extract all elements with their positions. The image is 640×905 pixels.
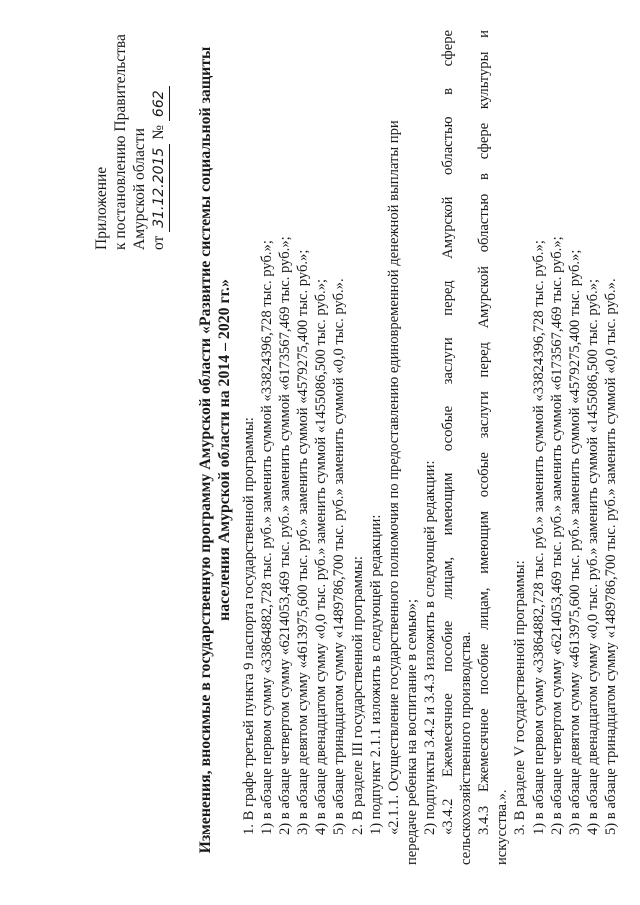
item-2-2: 2) подпункты 3.4.2 и 3.4.3 изложить в следующей редакции: — [421, 460, 438, 835]
item-1-4: 4) в абзаце двенадцатом сумму «0,0 тыс. руб.» заменить суммой «1455086,500 тыс. руб.»; — [313, 278, 330, 835]
item-1-3: 3) в абзаце девятом сумму «4613975,600 тыс. руб.» заменить суммой «4579275,400 тыс. руб.»; — [295, 249, 312, 835]
item-1-5: 5) в абзаце тринадцатом сумму «1489786,700 тыс. руб.» заменить суммой «0,0 тыс. руб.». — [331, 278, 348, 835]
handwritten-date: 31.12.2015 — [150, 144, 170, 232]
paragraph-2: 2. В разделе III государственной программы: — [349, 556, 366, 835]
item-3-2: 2) в абзаце четвертом сумму «6214053,469 тыс. руб.» заменить суммой «6173567,469 тыс. руб.»; — [548, 236, 565, 835]
appendix-region-line: Амурской области — [131, 128, 148, 250]
item-2-1-text: «2.1.1. Осуществление государственного полномочия по предоставлению единовременной денежной выплаты при — [385, 120, 402, 835]
paragraph-3: 3. В разделе V государственной программы: — [512, 560, 529, 835]
item-3-5: 5) в абзаце тринадцатом сумму «1489786,700 тыс. руб.» заменить суммой «0,0 тыс. руб.». — [602, 278, 619, 835]
item-3-4-2: «3.4.2 Ежемесячное пособие лицам, имеющим особые заслуги перед Амурской областью в сфере — [440, 30, 457, 835]
item-3-4-3-cont: искусства.». — [494, 789, 511, 865]
item-2-1-text-cont: передаче ребенка на воспитание в семью»; — [403, 598, 420, 865]
item-3-4-2-cont: сельскохозяйственного производства. — [458, 631, 475, 865]
item-1-1: 1) в абзаце первом сумму «33864882,728 тыс. руб.» заменить суммой «33824396,728 тыс. руб.»; — [259, 240, 276, 835]
appendix-resolution-line: к постановлению Правительства — [112, 34, 129, 250]
document-title — [196, 35, 234, 865]
appendix-block — [92, 10, 170, 250]
appendix-label: Приложение — [93, 166, 110, 250]
appendix-date-line — [149, 10, 170, 250]
date-prefix: от — [150, 235, 167, 250]
item-3-4: 4) в абзаце двенадцатом сумму «0,0 тыс. руб.» заменить суммой «1455086,500 тыс. руб.»; — [584, 278, 601, 835]
handwritten-number: 662 — [150, 86, 170, 121]
number-prefix: № — [150, 124, 167, 140]
item-1-2: 2) в абзаце четвертом сумму «6214053,469 тыс. руб.» заменить суммой «6173567,469 тыс. руб.»; — [277, 236, 294, 835]
paragraph-1: 1. В графе третьей пункта 9 паспорта государственной программы: — [241, 417, 257, 835]
title-line-1: Изменения, вносимые в государственную программу Амурской области «Развитие системы социальной защиты — [197, 46, 214, 854]
item-3-4-3: 3.4.3 Ежемесячное пособие лицам, имеющим особые заслуги перед Амурской областью в сфере культуры и — [476, 30, 493, 835]
document-body — [240, 30, 620, 865]
item-3-1: 1) в абзаце первом сумму «33864882,728 тыс. руб.» заменить суммой «33824396,728 тыс. руб.»; — [530, 240, 547, 835]
item-2-1: 1) подпункт 2.1.1 изложить в следующей редакции: — [367, 514, 384, 835]
title-line-2: населения Амурской области на 2014 – 2020 гг.» — [216, 279, 233, 621]
item-3-3: 3) в абзаце девятом сумму «4613975,600 тыс. руб.» заменить суммой «4579275,400 тыс. руб.»; — [566, 249, 583, 835]
